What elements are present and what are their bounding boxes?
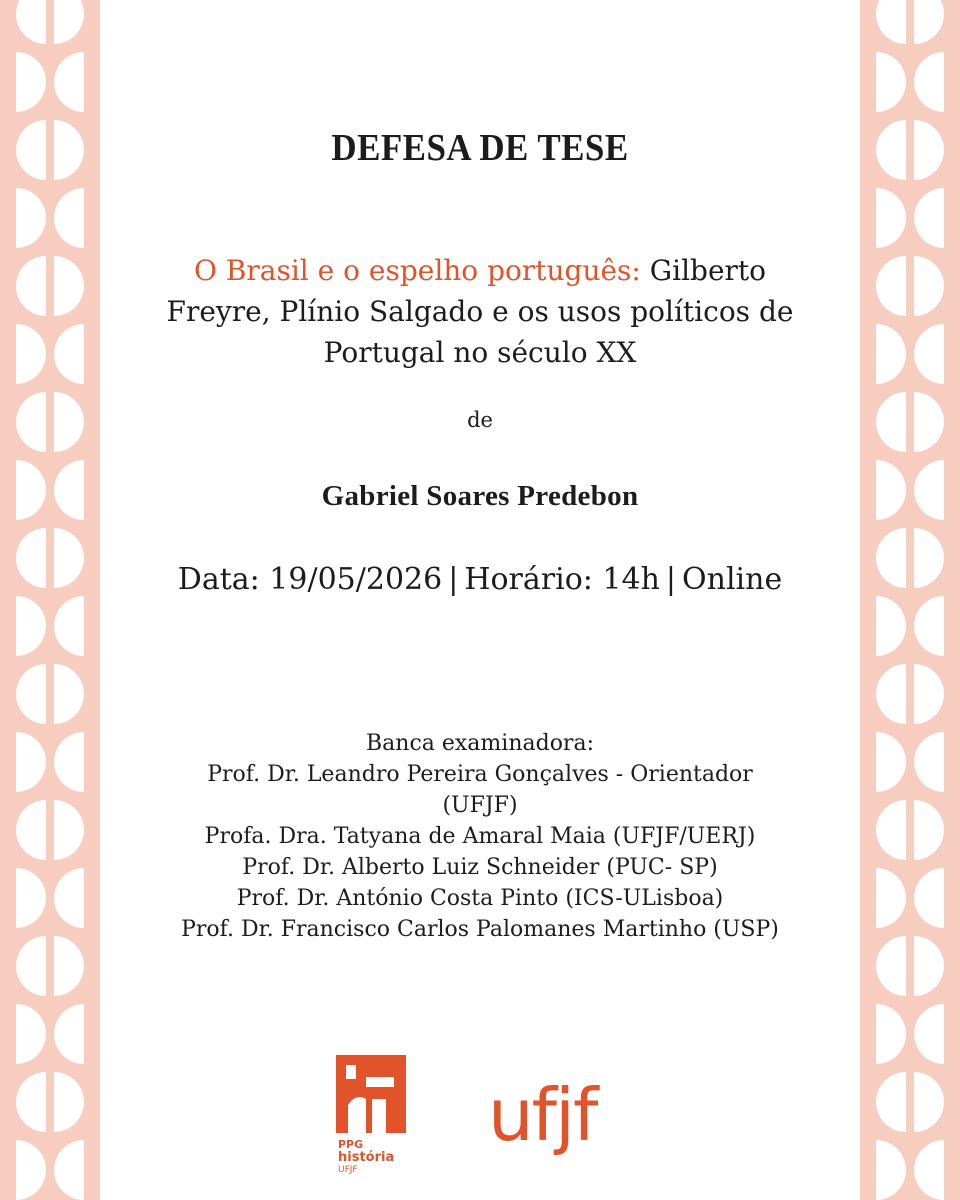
semicircle-shape: [914, 1140, 944, 1200]
decorative-border-left: [0, 0, 100, 1200]
semicircle-shape: [54, 120, 84, 180]
semicircle-shape: [876, 732, 906, 792]
thesis-title-accent: O Brasil e o espelho português:: [193, 254, 641, 287]
semicircle-shape: [16, 188, 46, 248]
semicircle-shape: [914, 392, 944, 452]
semicircle-shape: [54, 596, 84, 656]
semicircle-shape: [16, 52, 46, 112]
semicircle-shape: [54, 256, 84, 316]
semicircle-shape: [54, 1004, 84, 1064]
semicircle-shape: [914, 936, 944, 996]
semicircle-shape: [16, 664, 46, 724]
semicircle-shape: [54, 868, 84, 928]
semicircle-shape: [16, 460, 46, 520]
semicircle-shape: [54, 528, 84, 588]
semicircle-shape: [16, 256, 46, 316]
committee-member: Prof. Dr. Leandro Pereira Gonçalves - Orientador: [207, 762, 753, 787]
semicircle-shape: [914, 460, 944, 520]
committee-label: Banca examinadora:: [366, 731, 594, 756]
event-details: [100, 562, 860, 597]
semicircle-shape: [876, 188, 906, 248]
logos: [100, 1055, 860, 1175]
semicircle-shape: [16, 800, 46, 860]
semicircle-shape: [914, 732, 944, 792]
ppg-historia-logo: [336, 1055, 406, 1175]
semicircle-shape: [914, 1004, 944, 1064]
semicircle-shape: [914, 324, 944, 384]
semicircle-shape: [16, 1140, 46, 1200]
semicircle-shape: [16, 868, 46, 928]
semicircle-shape: [876, 324, 906, 384]
semicircle-shape: [876, 1004, 906, 1064]
semicircle-shape: [16, 732, 46, 792]
semicircle-shape: [914, 1072, 944, 1132]
committee-member: Prof. Dr. António Costa Pinto (ICS-ULisboa): [236, 886, 724, 911]
event-date: Data: 19/05/2026: [177, 562, 443, 597]
semicircle-shape: [914, 528, 944, 588]
semicircle-shape: [16, 596, 46, 656]
semicircle-shape: [914, 664, 944, 724]
semicircle-shape: [54, 936, 84, 996]
semicircle-shape: [914, 868, 944, 928]
semicircle-shape: [914, 120, 944, 180]
semicircle-shape: [16, 0, 46, 44]
semicircle-shape: [16, 324, 46, 384]
semicircle-shape: [54, 324, 84, 384]
semicircle-shape: [16, 392, 46, 452]
semicircle-shape: [914, 52, 944, 112]
by-label: de: [467, 408, 493, 432]
semicircle-shape: [54, 188, 84, 248]
event-time: Horário: 14h: [464, 562, 660, 597]
committee-member: Profa. Dra. Tatyana de Amaral Maia (UFJF/UERJ): [204, 824, 756, 849]
semicircle-shape: [16, 1004, 46, 1064]
semicircle-shape: [876, 1140, 906, 1200]
ppg-logo-line1: PPG: [338, 1138, 364, 1151]
semicircle-shape: [876, 1072, 906, 1132]
poster-content: [100, 0, 860, 1200]
committee-member: (UFJF): [442, 793, 518, 818]
separator: |: [665, 562, 677, 597]
semicircle-shape: [914, 800, 944, 860]
semicircle-shape: [876, 460, 906, 520]
semicircle-shape: [876, 664, 906, 724]
separator: |: [448, 562, 459, 597]
page-title: DEFESA DE TESE: [331, 127, 629, 169]
semicircle-shape: [914, 596, 944, 656]
semicircle-shape: [876, 936, 906, 996]
semicircle-shape: [914, 188, 944, 248]
semicircle-shape: [914, 256, 944, 316]
semicircle-shape: [876, 528, 906, 588]
semicircle-shape: [54, 460, 84, 520]
semicircle-shape: [876, 120, 906, 180]
semicircle-shape: [54, 1072, 84, 1132]
semicircle-shape: [54, 800, 84, 860]
decorative-border-right: [860, 0, 960, 1200]
semicircle-shape: [16, 1072, 46, 1132]
thesis-title: [160, 250, 800, 373]
semicircle-shape: [54, 664, 84, 724]
semicircle-shape: [876, 868, 906, 928]
committee-member: Prof. Dr. Alberto Luiz Schneider (PUC- SP): [242, 855, 718, 880]
semicircle-pattern-left: [0, 0, 100, 1200]
semicircle-shape: [876, 800, 906, 860]
author-name: Gabriel Soares Predebon: [321, 480, 639, 512]
semicircle-shape: [54, 732, 84, 792]
ppg-logo-line3: UFJF: [338, 1165, 358, 1175]
semicircle-shape: [914, 0, 944, 44]
committee-member: Prof. Dr. Francisco Carlos Palomanes Martinho (USP): [181, 917, 779, 942]
semicircle-shape: [16, 120, 46, 180]
semicircle-shape: [876, 392, 906, 452]
semicircle-pattern-right: [860, 0, 960, 1200]
semicircle-shape: [16, 936, 46, 996]
semicircle-shape: [16, 528, 46, 588]
thesis-title-rest: Gilberto Freyre, Plínio Salgado e os usos políticos de Portugal no século XX: [166, 254, 794, 369]
semicircle-shape: [54, 0, 84, 44]
semicircle-shape: [876, 256, 906, 316]
semicircle-shape: [54, 392, 84, 452]
semicircle-shape: [54, 1140, 84, 1200]
semicircle-shape: [54, 52, 84, 112]
examining-committee: [140, 728, 820, 945]
ppg-logo-line2: história: [338, 1150, 395, 1165]
semicircle-shape: [876, 52, 906, 112]
semicircle-shape: [876, 0, 906, 44]
event-mode: Online: [682, 562, 783, 597]
ufjf-logo: ufjf: [488, 1073, 597, 1157]
semicircle-shape: [876, 596, 906, 656]
